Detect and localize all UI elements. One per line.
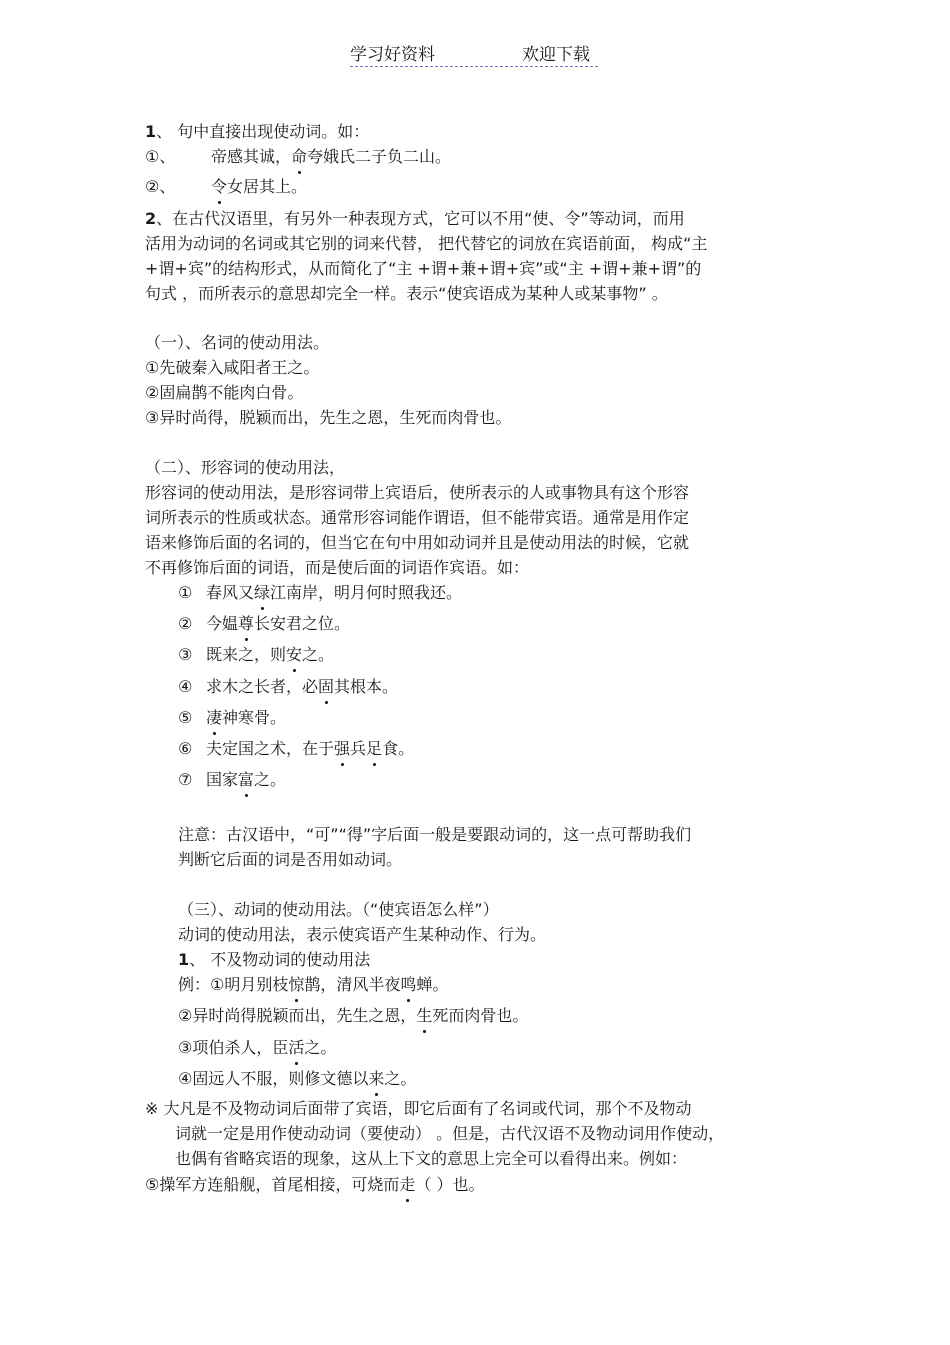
section-1-title [145,122,369,142]
text-span: ⑤操军方连船舰，首尾相接，可烧而 [145,1175,400,1194]
example-line [178,677,399,697]
emphasized-word: 富 [238,770,255,789]
subsection-title: （二）、形容词的使动用法， [145,458,346,477]
subsection-heading [178,950,370,970]
emphasized-word: 安 [286,645,303,664]
text-span: 今媪 [206,614,239,633]
paragraph-line [145,209,685,229]
text-span: 例：①明月别枝 [178,975,289,994]
emphasized-word: 固 [318,677,335,696]
example-line [178,1006,528,1026]
emphasized-word: 凄 [206,708,223,727]
note-line: 词就一定是用作使动动词（要使动） 。但是，古代汉语不及物动词用作使动， [175,1124,725,1143]
example-line [178,739,415,759]
emphasized-word: 惊 [288,975,305,994]
example-number: ③ [178,645,193,664]
text-span: 女居其上。 [227,177,308,196]
section-number: 1 [178,950,190,969]
text-span: 之。 [384,1069,417,1088]
text-span: 蝉。 [416,975,449,994]
emphasized-word: 尊 [238,614,255,633]
emphasized-word: 足 [366,739,383,758]
subsection-title: （一）、名词的使动用法。 [145,333,330,352]
emphasized-word: 鸣 [400,975,417,994]
example-line [145,1175,484,1195]
example-line [178,1038,336,1058]
text-span: 鹊，清风半夜 [304,975,401,994]
example-number: ④ [178,677,193,696]
example-number: ⑤ [178,708,193,727]
note-line: 判断它后面的词是否用如动词。 [178,850,403,869]
paragraph-line: 形容词的使动用法，是形容词带上宾语后，使所表示的人或事物具有这个形容 [145,483,690,502]
page-header [350,40,598,67]
text-span: 其根本。 [334,677,399,696]
example-line [178,770,287,790]
text-span: （ ）也。 [415,1175,485,1194]
text-span: 之。 [302,645,335,664]
list-item: ②固扁鹊不能肉白骨。 [145,383,304,402]
text-span: 之。 [254,770,287,789]
example-number: ⑥ [178,739,193,758]
text-span: 帝感其诚， [211,147,292,166]
text-span: 长安君之位。 [254,614,351,633]
text-span: 夫定国之术，在于 [206,739,335,758]
text-span: 求木之长者，必 [206,677,319,696]
example-text [206,614,350,634]
text-span: ④固远人不服，则修文德以 [178,1069,369,1088]
subsection-title: （三）、动词的使动用法。（“使宾语怎么样”） [178,900,499,919]
paragraph-line: 活用为动词的名词或其它别的词来代替， 把代替它的词放在宾语前面， 构成“主 [145,234,708,253]
text-span: 死而肉骨也。 [432,1006,529,1025]
emphasized-word: 命 [291,147,308,166]
emphasized-word: 生 [416,1006,433,1025]
example-line [145,147,452,167]
list-item: ①先破秦入咸阳者王之。 [145,358,320,377]
example-line [145,177,308,197]
note-line: 也偶有省略宾语的现象，这从上下文的意思上完全可以看得出来。例如： [175,1149,688,1168]
text-span: 国家 [206,770,239,789]
emphasized-word: 令 [211,177,228,196]
example-text [206,645,334,665]
text-span: ②异时尚得脱颖而出，先生之恩， [178,1006,417,1025]
header-right-text: 欢迎下载 [522,45,590,65]
example-number: ②、 [145,177,176,196]
text-span: 神寒骨。 [222,708,287,727]
paragraph-line: 不再修饰后面的词语，而是使后面的词语作宾语。如： [145,558,530,577]
emphasized-word: 来 [368,1069,385,1088]
text-span: 食。 [382,739,415,758]
paragraph-line: 词所表示的性质或状态。通常形容词能作谓语，但不能带宾语。通常是用作定 [145,508,690,527]
example-line [178,645,335,665]
note-line: 注意：古汉语中，“可”“得”字后面一般是要跟动词的，这一点可帮助我们 [178,825,692,844]
list-item: ③异时尚得，脱颖而出，先生之恩，生死而肉骨也。 [145,408,512,427]
example-line [178,708,287,728]
text-span: 、在古代汉语里，有另外一种表现方式，它可以不用“使、令”等动词，而用 [156,209,685,228]
text-span: 之。 [304,1038,337,1057]
text-span: 春风又 [206,583,255,602]
text-span: 夸娥氏二子负二山。 [307,147,452,166]
example-number: ①、 [145,147,176,166]
section-number: 1 [145,122,157,141]
text-span: 兵 [350,739,367,758]
emphasized-word: 活 [288,1038,305,1057]
example-text [206,677,398,697]
example-text [206,739,414,759]
emphasized-word: 绿 [254,583,271,602]
example-number: ① [178,583,193,602]
emphasized-word: 强 [334,739,351,758]
paragraph-line: 动词的使动用法，表示使宾语产生某种动作、行为。 [178,925,547,944]
paragraph-line: +谓+宾”的结构形式，从而简化了“主 +谓+兼+谓+宾”或“主 +谓+兼+谓”的 [145,259,702,278]
note-line: ※ 大凡是不及物动词后面带了宾语，即它后面有了名词或代词，那个不及物动 [145,1099,692,1118]
example-line [178,1069,416,1089]
text-span: 、 不及物动词的使动用法 [189,950,371,969]
section-number: 2 [145,209,157,228]
example-number: ② [178,614,193,633]
paragraph-line: 语来修饰后面的名词的，但当它在句中用如动词并且是使动用法的时候，它就 [145,533,690,552]
emphasized-word: 走 [399,1175,416,1194]
example-text [211,177,307,197]
example-line [178,975,448,995]
header-left-text: 学习好资料 [350,45,435,65]
example-text [206,583,462,603]
text-span: 江南岸，明月何时照我还。 [270,583,463,602]
text-span: ③项伯杀人，臣 [178,1038,289,1057]
example-text [206,708,286,728]
section-title-text: 、 句中直接出现使动词。如： [156,122,370,141]
example-text [211,147,451,167]
paragraph-line: 句式 ，而所表示的意思却完全一样。表示“使宾语成为某种人或某事物” 。 [145,284,668,303]
example-number: ⑦ [178,770,193,789]
example-line [178,614,351,634]
example-line [178,583,463,603]
example-text [206,770,286,790]
text-span: 既来之，则 [206,645,287,664]
